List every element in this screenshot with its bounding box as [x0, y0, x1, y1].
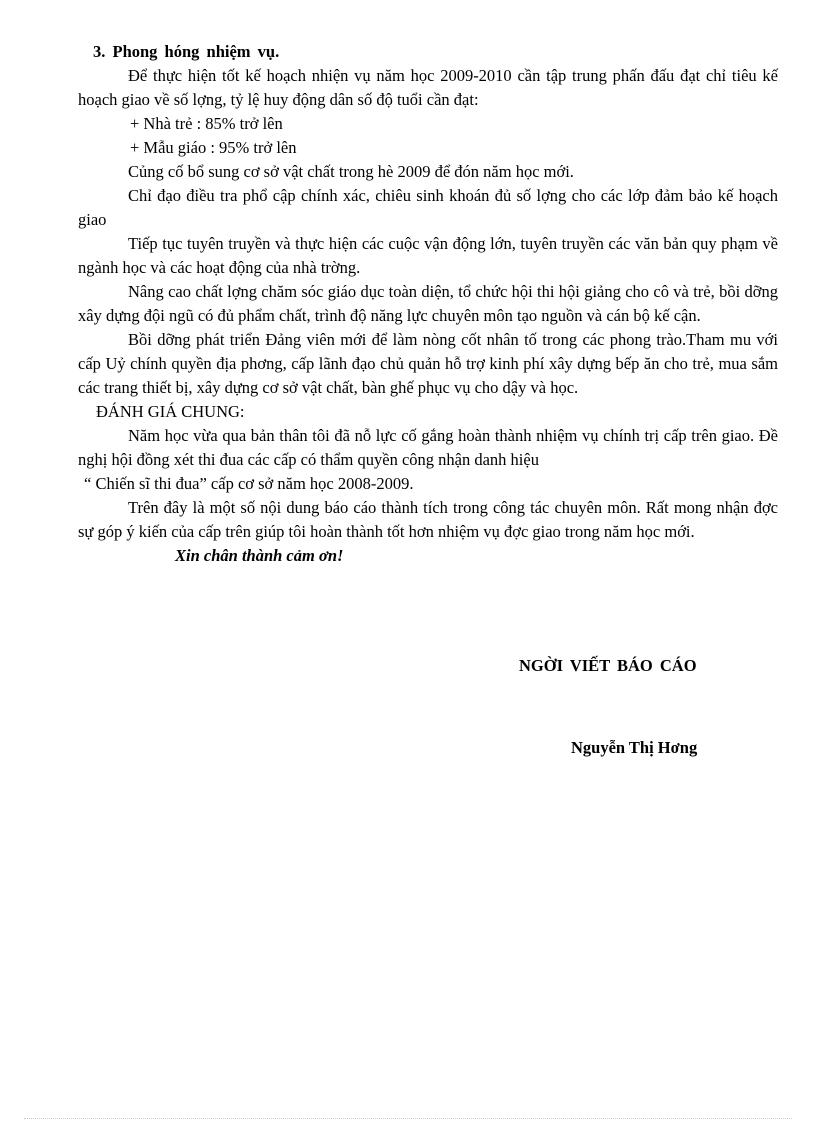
evaluation-title: ĐÁNH GIÁ CHUNG:: [96, 402, 245, 421]
paragraph-targets: Để thực hiện tốt kế hoạch nhiện vụ năm học 2009-2010 cần tập trung phấn đấu đạt chỉ tiêu kế hoạch giao về số lợng, tỷ lệ huy động dân số độ tuổi cần đạt:: [78, 66, 778, 109]
bullet-kindergarten: + Mẫu giáo : 95% trở lên: [130, 138, 297, 157]
paragraph-propaganda: Tiếp tục tuyên truyền và thực hiện các cuộc vận động lớn, tuyên truyền các văn bản quy phạm về ngành học và các hoạt động của nhà trờng.: [78, 234, 778, 277]
paragraph-enrollment: Chỉ đạo điều tra phổ cập chính xác, chiêu sinh khoán đủ số lợng cho các lớp đảm bảo kế hoạch giao: [78, 186, 778, 229]
section-heading: 3. Phong hóng nhiệm vụ.: [93, 42, 280, 61]
paragraph-facilities: Củng cố bổ sung cơ sở vật chất trong hè 2009 để đón năm học mới.: [128, 162, 574, 181]
bullet-nursery: + Nhà trẻ : 85% trở lên: [130, 114, 283, 133]
document-body: [78, 40, 778, 568]
signer-title: NGỜI VIẾT BÁO CÁO: [519, 656, 697, 675]
paragraph-party: Bồi dỡng phát triển Đảng viên mới để làm nòng cốt nhân tố trong các phong trào.Tham mu với cấp Uỷ chính quyền địa phơng, cấp lãnh đạo chủ quản hỗ trợ kinh phí xây dựng bếp ăn cho trẻ, mua sắm các trang thiết bị, xây dựng cơ sở vật chất, bàn ghế phục vụ cho dậy và học.: [78, 330, 778, 397]
page-bottom-divider: [24, 1118, 792, 1119]
closing-thanks: Xin chân thành cảm ơn!: [175, 546, 344, 565]
paragraph-title-award: “ Chiến sĩ thi đua” cấp cơ sở năm học 2008-2009.: [84, 474, 414, 493]
signer-name: Nguyễn Thị Hơng: [571, 738, 698, 757]
paragraph-evaluation: Năm học vừa qua bản thân tôi đã nỗ lực cố gắng hoàn thành nhiệm vụ chính trị cấp trên giao. Đề nghị hội đồng xét thi đua các cấp có thẩm quyền công nhận danh hiệu: [78, 426, 778, 469]
paragraph-quality: Nâng cao chất lợng chăm sóc giáo dục toàn diện, tổ chức hội thi hội giảng cho cô và trẻ, bồi dỡng xây dựng đội ngũ có đủ phẩm chất, trình độ năng lực chuyên môn tạo nguồn và cán bộ kế cận.: [78, 282, 778, 325]
paragraph-conclusion: Trên đây là một số nội dung báo cáo thành tích trong công tác chuyên môn. Rất mong nhận đợc sự góp ý kiến của cấp trên giúp tôi hoàn thành tốt hơn nhiệm vụ đợc giao trong năm học mới.: [78, 498, 778, 541]
